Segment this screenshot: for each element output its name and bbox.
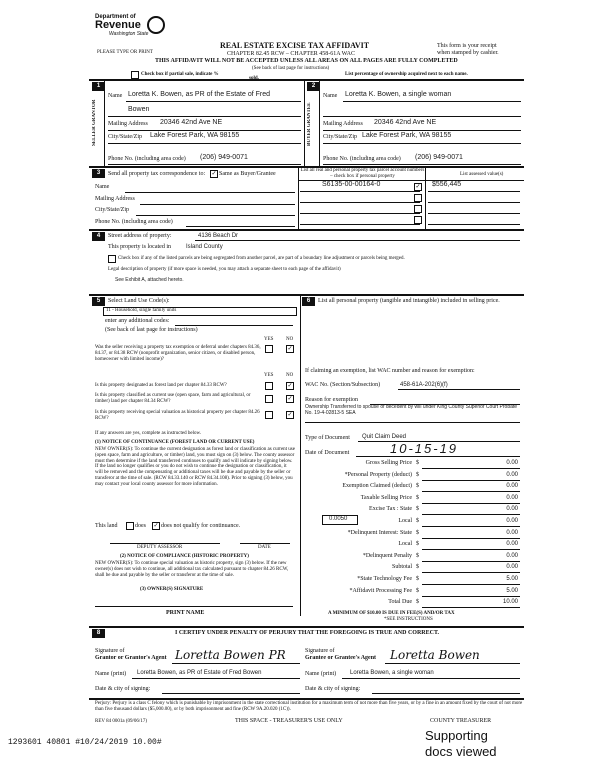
seller-name-label: Name (108, 93, 123, 99)
corr-address-line (140, 204, 295, 205)
doc-date[interactable]: 10-15-19 (390, 441, 459, 456)
dor-seal-icon (147, 16, 165, 34)
fee-dollar-sign: $ (416, 541, 419, 548)
fee-row (306, 530, 520, 541)
assessed-row2-line (428, 202, 520, 203)
fee-dollar-sign: $ (416, 506, 419, 513)
section-6-badge: 6 (302, 297, 315, 306)
yes-header-1: YES (264, 337, 274, 342)
doc-date-line (356, 456, 520, 457)
dept-line3: Washington State (109, 31, 149, 37)
buyer-phone-label: Phone No. (including area code) (323, 156, 401, 162)
section-4-top-border (89, 229, 524, 231)
fee-value: 0.00 (506, 541, 518, 548)
fee-dollar-sign: $ (416, 564, 419, 571)
fee-dollar-sign: $ (416, 494, 419, 501)
form-chapter: CHAPTER 82.45 RCW – CHAPTER 458-61A WAC (227, 51, 355, 57)
reason-label: Reason for exemption (305, 397, 358, 403)
buyer-name-label: Name (323, 93, 338, 99)
does-not-checkbox[interactable]: ✓ (153, 523, 159, 529)
land-use-code: 11 - Household, single family units (106, 308, 177, 313)
fee-label: *Affidavit Processing Fee (349, 587, 412, 594)
no-header-1: NO (286, 337, 294, 342)
recording-stamp: 1293601 40801 #10/24/2019 10.00# (8, 738, 162, 747)
fee-row (306, 495, 520, 506)
same-as-buyer-checkbox[interactable]: ✓ (211, 171, 217, 177)
fee-row (306, 564, 520, 575)
fee-value-field[interactable] (422, 541, 520, 550)
fee-row (306, 541, 520, 552)
sig-grantor-label-1: Signature of (95, 648, 125, 654)
fee-value-field[interactable] (422, 518, 520, 527)
fee-label: *Delinquent Penalty (362, 552, 412, 559)
street-address[interactable]: 4136 Beach Dr (198, 233, 239, 239)
additional-codes-line (175, 325, 293, 326)
fee-label: Subtotal (391, 564, 412, 571)
seller-address[interactable]: 20346 42nd Ave NE (160, 119, 223, 126)
fee-dollar-sign: $ (416, 552, 419, 559)
buyer-name[interactable]: Loretta K. Bowen, a single woman (345, 91, 452, 98)
rev-number: REV 84 0001a (09/06/17) (95, 719, 147, 724)
exemption-label: If claiming an exemption, list WAC number and reason for exemption: (305, 368, 475, 374)
section-3-badge: 3 (92, 169, 105, 178)
q-forest: Is this property designated as forest land per chapter 84.33 RCW? (95, 383, 227, 388)
street-line (195, 240, 520, 241)
seller-address-label: Mailing Address (108, 121, 148, 127)
land-use-label: Select Land Use Code(s): (108, 298, 170, 304)
grantee-print-name[interactable]: Loretta Bowen, a single woman (350, 670, 434, 676)
grantee-date-city-label: Date & city of signing: (305, 686, 361, 692)
q-exempt: Was the seller receiving a property tax exemption or deferral under chapters 84.36, 84.37, or 84.38 RCW (nonprofit organization, senior citizen, or disabled person, homeowner with limited income)? (95, 345, 261, 362)
deputy-date-label: DATE (258, 545, 271, 550)
section-5-badge: 5 (92, 297, 105, 306)
sig-grantee-label-2: Grantee or Grantee's Agent (305, 655, 377, 661)
corr-name-label: Name (95, 184, 110, 190)
local-rate: 0.0050 (329, 516, 348, 522)
buyer-address-label: Mailing Address (323, 121, 363, 127)
grantor-date-city-line (162, 693, 300, 694)
grantor-signature[interactable]: Loretta Bowen PR (175, 648, 286, 662)
does-not-label: does not qualify for continuance. (161, 523, 241, 529)
located-in-label: This property is located in (108, 244, 171, 250)
sig-grantee-label-1: Signature of (305, 648, 335, 654)
fee-label: *Delinquent Interest: State (347, 529, 412, 536)
owner-signature-line (95, 606, 293, 607)
assessed-header: List assessed value(s) (460, 172, 504, 177)
assessed-row1-line (428, 191, 520, 192)
notice1-title: (1) NOTICE OF CONTINUANCE (FOREST LAND OR CURRENT USE) (95, 440, 255, 445)
q-historic-no[interactable]: ✓ (287, 412, 293, 418)
local-rate-box[interactable] (322, 515, 358, 525)
does-checkbox[interactable] (126, 522, 134, 530)
form-title: REAL ESTATE EXCISE TAX AFFIDAVIT (220, 41, 370, 50)
fee-value: 0.00 (506, 471, 518, 478)
see-back-header: (See back of last page for instructions) (252, 66, 330, 71)
section-8-badge: 8 (92, 629, 105, 638)
partial-sale-checkbox[interactable] (131, 71, 139, 79)
fee-label: Gross Selling Price (365, 460, 412, 466)
parcel-row4-line (300, 224, 420, 225)
seller-city-label: City/State/Zip (108, 134, 142, 140)
corr-phone-line (186, 226, 295, 227)
q-historic: Is this property receiving special valuation as historical property per chapter 84.26 RCW? (95, 410, 260, 421)
does-label: does (135, 523, 146, 529)
corr-name-line (125, 192, 295, 193)
fee-dollar-sign: $ (416, 599, 419, 606)
minimum-fee-note: A MINIMUM OF $10.00 IS DUE IN FEE(S) AND/OR TAX (328, 611, 455, 616)
fee-dollar-sign: $ (416, 518, 419, 524)
fee-value-field[interactable] (422, 495, 520, 504)
buyer-address-line (323, 130, 521, 131)
fee-label: Excise Tax : State (369, 506, 412, 513)
buyer-city-line (323, 143, 521, 144)
fee-value-field[interactable] (422, 460, 520, 469)
parcel-row1-line (300, 191, 420, 192)
if-yes-note: If any answers are yes, complete as instructed below. (95, 431, 202, 436)
q-exempt-no[interactable]: ✓ (287, 346, 293, 352)
correspondence-label: Send all property tax correspondence to: (108, 171, 206, 177)
personal-property-label: List all personal property (tangible and intangible) included in selling price. (318, 298, 500, 304)
buyer-side-label: BUYER GRANTEE (307, 102, 312, 146)
personal-property-checkbox-3[interactable] (414, 205, 422, 213)
section-5-top-border (89, 294, 524, 296)
q-exempt-yes[interactable] (265, 345, 273, 353)
fee-value-field[interactable] (422, 530, 520, 539)
reason-line-2 (305, 422, 520, 423)
seller-name-2[interactable]: Bowen (128, 106, 150, 113)
fee-value: 0.00 (506, 518, 518, 524)
segregated-checkbox[interactable] (108, 255, 116, 263)
seller-side-divider (104, 80, 105, 166)
fee-dollar-sign: $ (416, 460, 419, 466)
parcel-left-divider (298, 167, 299, 229)
fee-row (306, 599, 520, 610)
assessed-row4-line (428, 224, 520, 225)
fee-row (306, 460, 520, 471)
county[interactable]: Island County (186, 244, 223, 250)
fee-value: 0.00 (506, 494, 518, 501)
deputy-date-line (240, 543, 290, 544)
receipt-note-2: when stamped by cashier. (437, 50, 499, 56)
fee-value-field[interactable] (422, 553, 520, 562)
personal-property-checkbox-2[interactable] (414, 194, 422, 202)
buyer-name-line (343, 101, 521, 102)
type-or-print: PLEASE TYPE OR PRINT (97, 50, 153, 55)
section-4-badge: 4 (92, 232, 105, 241)
fee-row (306, 553, 520, 564)
grantee-name-line (342, 678, 520, 679)
street-label: Street address of property: (108, 233, 172, 239)
form-warning: THIS AFFIDAVIT WILL NOT BE ACCEPTED UNLESS ALL AREAS ON ALL PAGES ARE FULLY COMPLETED (155, 58, 458, 64)
parcel-number[interactable]: S6135-00-00164-0 (322, 181, 381, 188)
section-top-border (89, 79, 524, 81)
yes-header-2: YES (264, 373, 274, 378)
section-8-top-border (89, 626, 524, 628)
fee-row (306, 472, 520, 483)
fee-label: Local (398, 541, 412, 548)
grantor-name-label: Name (print) (95, 671, 127, 677)
fee-value-field[interactable] (422, 506, 520, 515)
q-forest-no[interactable]: ✓ (287, 383, 293, 389)
segregated-label: Check box if any of the listed parcels are being segregated from another parcel, are part of a boundary line adjustment or parcels being merged. (118, 256, 405, 261)
personal-property-checkbox-1[interactable]: ✓ (415, 184, 421, 190)
wac-label: WAC No. (Section/Subsection) (305, 382, 381, 388)
fee-dollar-sign: $ (416, 483, 419, 490)
notice1-body: NEW OWNER(S): To continue the current designation as forest land or classification as current use (open space, farm and agriculture, or timber) land, you must sign on (3) below. The county assessor must then determine if the land transferred continues to qualify and will indicate by signing below. If the land no longer qualifies or you do not wish to continue the designation or classification, it will be removed and the compensating or additional taxes will be due and payable by the seller or transferor at the time of sale. (RCW 84.33.140 or RCW 84.34.108). Prior to signing (3) below, you may contact your local county assessor for more information. (95, 447, 295, 487)
section-2-badge: 2 (307, 82, 320, 91)
partial-sale-label: Check box if partial sale, indicate % (141, 72, 219, 77)
fee-dollar-sign: $ (416, 471, 419, 478)
seller-city[interactable]: Lake Forest Park, WA 98155 (150, 132, 240, 139)
legal-label: Legal description of property (if more space is needed, you may attach a separate sheet to each page of the affidavit) (108, 267, 341, 272)
fee-row (306, 588, 520, 599)
print-name-label: PRINT NAME (166, 610, 205, 616)
grantee-name-label: Name (print) (305, 671, 337, 677)
seller-name-line (126, 101, 301, 102)
dept-line2: Revenue (95, 19, 141, 31)
section-1-2-divider (304, 80, 305, 166)
fee-label: Exemption Claimed (deduct) (342, 483, 412, 490)
seller-name[interactable]: Loretta K. Bowen, as PR of the Estate of Fred (128, 91, 271, 98)
wac-number[interactable]: 458-61A-202(6)(f) (400, 382, 448, 388)
notice2-title: (2) NOTICE OF COMPLIANCE (HISTORIC PROPERTY) (120, 554, 249, 559)
see-instructions-note: *SEE INSTRUCTIONS (384, 617, 433, 622)
seller-address-line (108, 130, 301, 131)
corr-city-label: City/State/Zip (95, 207, 129, 213)
fee-row (306, 576, 520, 587)
supporting-docs-stamp-1: Supporting (425, 728, 488, 743)
footer-top-border (89, 698, 524, 700)
supporting-docs-stamp-2: docs viewed (425, 744, 497, 759)
fee-value: 0.00 (506, 529, 518, 536)
no-header-2: NO (286, 373, 294, 378)
treasurer-use-only: THIS SPACE - TREASURER'S USE ONLY (235, 718, 343, 724)
fee-value: 0.00 (506, 483, 518, 490)
fee-dollar-sign: $ (416, 529, 419, 536)
dor-logo (95, 14, 165, 44)
fee-value: 5.00 (506, 587, 518, 594)
doc-type[interactable]: Quit Claim Deed (362, 434, 407, 440)
q-current-use-no[interactable]: ✓ (287, 396, 293, 402)
grantee-signature[interactable]: Loretta Bowen (390, 648, 480, 662)
land-use-select[interactable] (103, 307, 297, 316)
fee-value-field[interactable] (422, 564, 520, 573)
receipt-note-1: This form is your receipt (437, 43, 497, 49)
same-as-buyer-label: Same as Buyer/Grantee (219, 171, 276, 177)
corr-city-line (136, 215, 295, 216)
fee-value: 5.00 (506, 576, 518, 582)
legal-description[interactable]: See Exhibit A, attached hereto. (115, 277, 184, 283)
parcel-row3-line (300, 213, 420, 214)
seller-city-line (108, 143, 301, 144)
seller-name2-line (108, 116, 301, 117)
buyer-city[interactable]: Lake Forest Park, WA 98155 (362, 132, 452, 139)
fee-dollar-sign: $ (416, 576, 419, 582)
fee-value-field[interactable] (422, 576, 520, 585)
sold-label: sold. (249, 76, 259, 81)
buyer-side-divider (319, 80, 320, 166)
seller-side-label: SELLER GRANTOR (92, 99, 97, 146)
assessed-value[interactable]: $556,445 (432, 181, 462, 188)
fee-value-field[interactable] (422, 599, 520, 608)
grantee-date-city-line (372, 693, 520, 694)
fee-value: 0.00 (506, 552, 518, 559)
fee-row (306, 483, 520, 494)
parcel-right-divider (425, 167, 426, 229)
seller-phone-line (108, 164, 301, 165)
reason-text[interactable]: Ownership Transferred to spouse of decedent by will under King County Superior Court Probate No. 19-4-02813-5 SEA (305, 404, 518, 416)
fee-value: 0.00 (506, 460, 518, 466)
fee-label: *Personal Property (deduct) (344, 471, 412, 478)
fee-value-field[interactable] (422, 472, 520, 481)
seller-phone-label: Phone No. (including area code) (108, 156, 186, 162)
corr-address-label: Mailing Address (95, 196, 135, 202)
land-use-see-back: (See back of last page for instructions) (105, 327, 198, 333)
deputy-label: DEPUTY ASSESSOR (137, 545, 183, 550)
grantor-signature-line (172, 663, 300, 664)
fee-value-field[interactable] (422, 483, 520, 492)
owner-signature-label: (3) OWNER(S) SIGNATURE (140, 587, 204, 592)
buyer-phone[interactable]: (206) 949-0071 (415, 154, 463, 161)
perjury-statement: Perjury: Perjury is a class C felony which is punishable by imprisonment in the state correctional institution for a maximum term of not more than five years, or by a fine in an amount fixed by the court of not more than five thousand dollars ($5,000.00), or by both imprisonment and fine (RCW 9A.20.020 (1C)). (95, 701, 523, 712)
section-5-6-divider (300, 294, 301, 616)
certify-statement: I CERTIFY UNDER PENALTY OF PERJURY THAT THE FOREGOING IS TRUE AND CORRECT. (175, 630, 440, 636)
grantor-name-line (132, 678, 300, 679)
section-1-badge: 1 (92, 82, 105, 91)
enter-additional-label: enter any additional codes: (105, 318, 170, 324)
q-current-use-yes[interactable] (265, 395, 273, 403)
grantee-signature-line (385, 663, 520, 664)
parcel-header: List all real and personal property tax parcel account numbers – check box if personal property (300, 168, 425, 179)
seller-phone[interactable]: (206) 949-0071 (200, 154, 248, 161)
pct-ownership-label: List percentage of ownership acquired next to each name. (345, 72, 468, 77)
personal-property-checkbox-4[interactable] (414, 216, 422, 224)
fee-label: Local (398, 518, 412, 524)
q-forest-yes[interactable] (265, 382, 273, 390)
doc-date-label: Date of Document (305, 450, 350, 456)
parcel-row2-line (300, 202, 420, 203)
fee-label: Total Due (388, 599, 412, 606)
deputy-line (110, 543, 220, 544)
grantor-date-city-label: Date & city of signing: (95, 686, 151, 692)
fee-value: 0.00 (506, 564, 518, 571)
doc-type-label: Type of Document (305, 435, 350, 441)
fee-label: Taxable Selling Price (360, 494, 412, 501)
fee-value: 10.00 (502, 599, 518, 606)
wac-line (398, 389, 520, 390)
sig-grantor-label-2: Grantor or Grantor's Agent (95, 655, 167, 661)
q-historic-yes[interactable] (265, 411, 273, 419)
county-treasurer: COUNTY TREASURER (430, 718, 492, 724)
corr-phone-label: Phone No. (including area code) (95, 219, 173, 225)
fee-dollar-sign: $ (416, 587, 419, 594)
q-current-use: Is this property classified as current use (open space, farm and agricultural, or timber) land per chapter 84.34 RCW? (95, 393, 251, 404)
grantor-print-name[interactable]: Loretta Bowen, as PR of Estate of Fred Bowen (137, 670, 262, 676)
this-land-label: This land (95, 523, 118, 529)
buyer-phone-line (323, 164, 521, 165)
notice2-body: NEW OWNER(S): To continue special valuation as historic property, sign (3) below. If the new owner(s) does not wish to continue, all additional tax calculated pursuant to chapter 84.26 RCW, shall be due and payable by the seller or transferor at the time of sale. (95, 561, 289, 578)
fee-value-field[interactable] (422, 588, 520, 597)
buyer-name2-line (323, 116, 521, 117)
fee-value: 0.00 (506, 506, 518, 513)
dept-line1: Department of (95, 14, 136, 20)
assessed-row3-line (428, 213, 520, 214)
buyer-address[interactable]: 20346 42nd Ave NE (374, 119, 437, 126)
fee-label: *State Technology Fee (357, 576, 412, 582)
buyer-city-label: City/State/Zip (323, 134, 357, 140)
